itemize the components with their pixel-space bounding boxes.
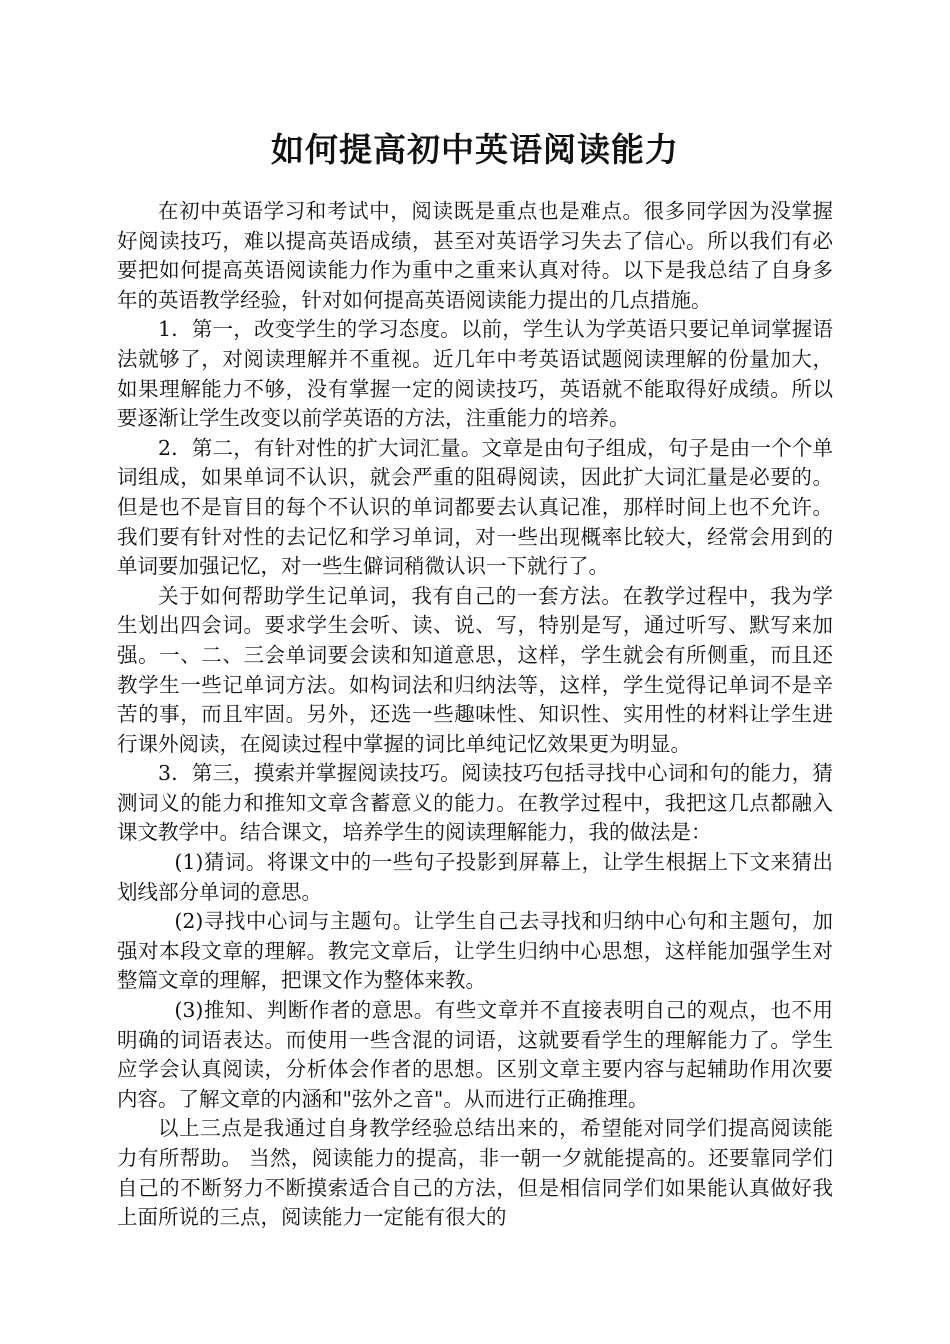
paragraph-point-2: 2．第二，有针对性的扩大词汇量。文章是由句子组成，句子是由一个个单词组成，如果单词不认识，就会严重的阻碍阅读，因此扩大词汇量是必要的。但是也不是盲目的每个不认识的单词都要去认真记准，那样时间上也不允许。我们要有针对性的去记忆和学习单词，对一些出现概率比较大，经常会用到的单词要加强记忆，对一些生僻词稍微认识一下就行了。: [117, 435, 833, 579]
paragraph-subpoint-3: (3)推知、判断作者的意思。有些文章并不直接表明自己的观点，也不用明确的词语表达。而使用一些含混的词语，这就要看学生的理解能力了。学生应学会认真阅读，分析体会作者的思想。区别文章主要内容与起辅助作用次要内容。了解文章的内涵和"弦外之音"。从而进行正确推理。: [117, 998, 833, 1111]
document-body: [117, 197, 833, 1233]
paragraph-conclusion: 以上三点是我通过自身教学经验总结出来的，希望能对同学们提高阅读能力有所帮助。 当然，阅读能力的提高，非一朝一夕就能提高的。还要靠同学们自己的不断努力不断摸索适合自己的方法，但是相信同学们如果能认真做好我上面所说的三点，阅读能力一定能有很大的: [117, 1116, 833, 1230]
paragraph-intro: 在初中英语学习和考试中，阅读既是重点也是难点。很多同学因为没掌握好阅读技巧，难以提高英语成绩，甚至对英语学习失去了信心。所以我们有必要把如何提高英语阅读能力作为重中之重来认真对待。以下是我总结了自身多年的英语教学经验，针对如何提高英语阅读能力提出的几点措施。: [117, 199, 833, 312]
paragraph-vocabulary-method: 关于如何帮助学生记单词，我有自己的一套方法。在教学过程中，我为学生划出四会词。要求学生会听、读、说、写，特别是写，通过听写、默写来加强。一、二、三会单词要会读和知道意思，这样，学生就会有所侧重，而且还教学生一些记单词方法。如构词法和归纳法等，这样，学生觉得记单词不是辛苦的事，而且牢固。另外，还选一些趣味性、知识性、实用性的材料让学生进行课外阅读，在阅读过程中掌握的词比单纯记忆效果更为明显。: [117, 583, 833, 756]
paragraph-point-3: 3．第三，摸索并掌握阅读技巧。阅读技巧包括寻找中心词和句的能力，猜测词义的能力和推知文章含蓄意义的能力。在教学过程中，我把这几点都融入课文教学中。结合课文，培养学生的阅读理解能力，我的做法是：: [117, 761, 833, 845]
paragraph-subpoint-2: (2)寻找中心词与主题句。让学生自己去寻找和归纳中心句和主题句，加强对本段文章的理解。教完文章后，让学生归纳中心思想，这样能加强学生对整篇文章的理解，把课文作为整体来教。: [117, 909, 833, 993]
paragraph-point-1: 1．第一，改变学生的学习态度。以前，学生认为学英语只要记单词掌握语法就够了，对阅读理解并不重视。近几年中考英语试题阅读理解的份量加大，如果理解能力不够，没有掌握一定的阅读技巧，英语就不能取得好成绩。所以要逐渐让学生改变以前学英语的方法，注重能力的培养。: [117, 317, 833, 431]
paragraph-subpoint-1: (1)猜词。将课文中的一些句子投影到屏幕上，让学生根据上下文来猜出划线部分单词的意思。: [117, 850, 833, 904]
document-title: 如何提高初中英语阅读能力: [271, 130, 679, 169]
